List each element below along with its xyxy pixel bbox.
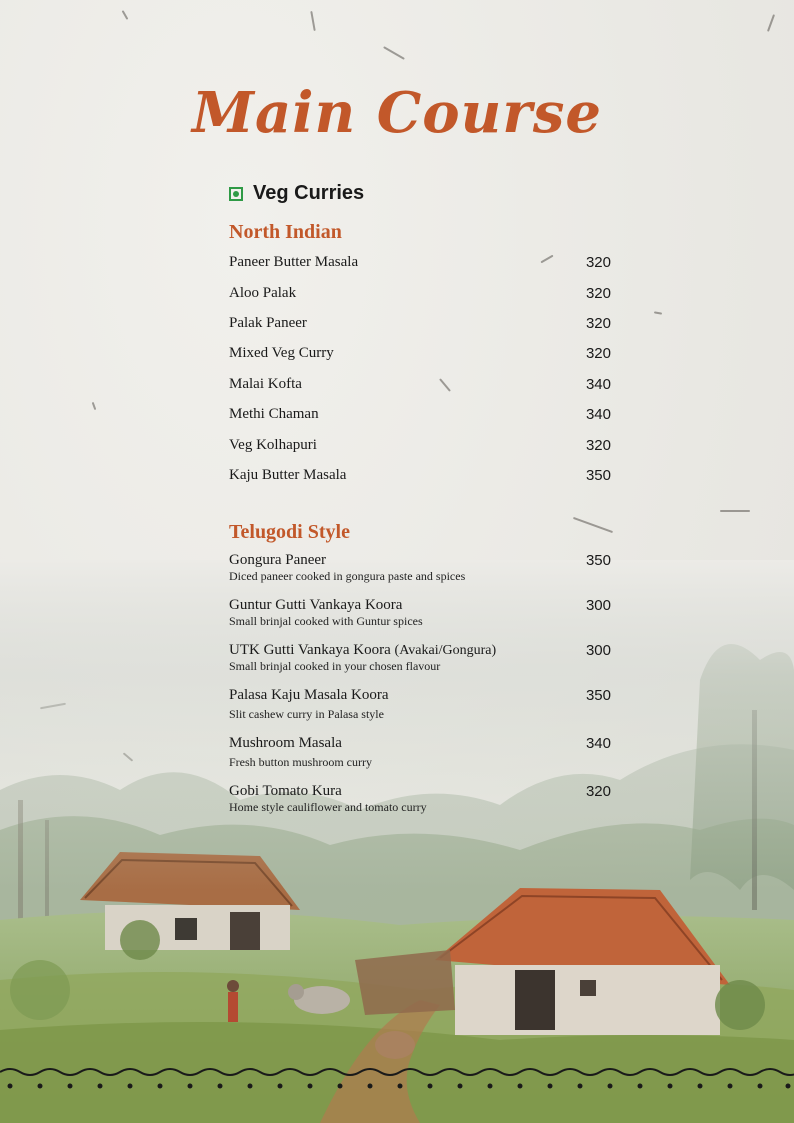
menu-item xyxy=(229,783,611,800)
menu-item xyxy=(229,437,611,454)
menu-item xyxy=(229,642,611,659)
item-name: Palasa Kaju Masala Koora xyxy=(229,687,389,703)
menu-item xyxy=(229,285,611,302)
menu-item xyxy=(229,467,611,484)
item-name: Malai Kofta xyxy=(229,376,302,392)
menu-item xyxy=(229,687,611,704)
item-description: Small brinjal cooked in your chosen flavour xyxy=(229,659,441,673)
menu-item xyxy=(229,406,611,423)
decorative-border xyxy=(0,1066,794,1092)
menu-item xyxy=(229,376,611,393)
item-price: 320 xyxy=(585,315,611,332)
menu-item xyxy=(229,315,611,332)
item-name: Aloo Palak xyxy=(229,285,297,301)
item-name: Veg Kolhapuri xyxy=(229,437,317,453)
item-name: UTK Gutti Vankaya Koora xyxy=(229,642,391,658)
item-name: Guntur Gutti Vankaya Koora xyxy=(229,597,403,613)
section-heading xyxy=(229,182,364,205)
menu-item xyxy=(229,345,611,362)
item-price: 350 xyxy=(585,687,611,704)
item-price: 300 xyxy=(585,597,611,614)
page-title: Main Course xyxy=(191,80,603,146)
category-heading-telugodi-style: Telugodi Style xyxy=(229,521,350,543)
item-name: Paneer Butter Masala xyxy=(229,254,359,270)
item-name: Gobi Tomato Kura xyxy=(229,783,342,799)
item-price: 340 xyxy=(585,735,611,752)
item-price: 320 xyxy=(585,285,611,302)
item-description: Home style cauliflower and tomato curry xyxy=(229,800,427,814)
item-price: 350 xyxy=(585,552,611,569)
menu-item xyxy=(229,552,611,569)
item-name: Gongura Paneer xyxy=(229,552,327,568)
item-suffix: (Avakai/Gongura) xyxy=(394,643,497,658)
menu-item xyxy=(229,735,611,752)
item-price: 340 xyxy=(585,376,611,393)
item-price: 340 xyxy=(585,406,611,423)
item-price: 350 xyxy=(585,467,611,484)
veg-icon xyxy=(229,187,243,201)
item-price: 320 xyxy=(585,783,611,800)
item-name: Palak Paneer xyxy=(229,315,307,331)
item-price: 300 xyxy=(585,642,611,659)
item-price: 320 xyxy=(585,437,611,454)
item-description: Slit cashew curry in Palasa style xyxy=(229,707,384,721)
item-name: Methi Chaman xyxy=(229,406,319,422)
item-name-with-suffix xyxy=(229,642,496,659)
menu-item xyxy=(229,597,611,614)
item-name: Mixed Veg Curry xyxy=(229,345,334,361)
menu-item xyxy=(229,254,611,271)
paper-fleck xyxy=(720,510,750,512)
item-name: Mushroom Masala xyxy=(229,735,342,751)
item-price: 320 xyxy=(585,254,611,271)
section-title: Veg Curries xyxy=(253,182,365,204)
item-price: 320 xyxy=(585,345,611,362)
category-heading-north-indian: North Indian xyxy=(229,221,342,243)
item-name: Kaju Butter Masala xyxy=(229,467,347,483)
item-description: Fresh button mushroom curry xyxy=(229,755,372,769)
item-description: Small brinjal cooked with Guntur spices xyxy=(229,614,423,628)
item-description: Diced paneer cooked in gongura paste and spices xyxy=(229,569,466,583)
